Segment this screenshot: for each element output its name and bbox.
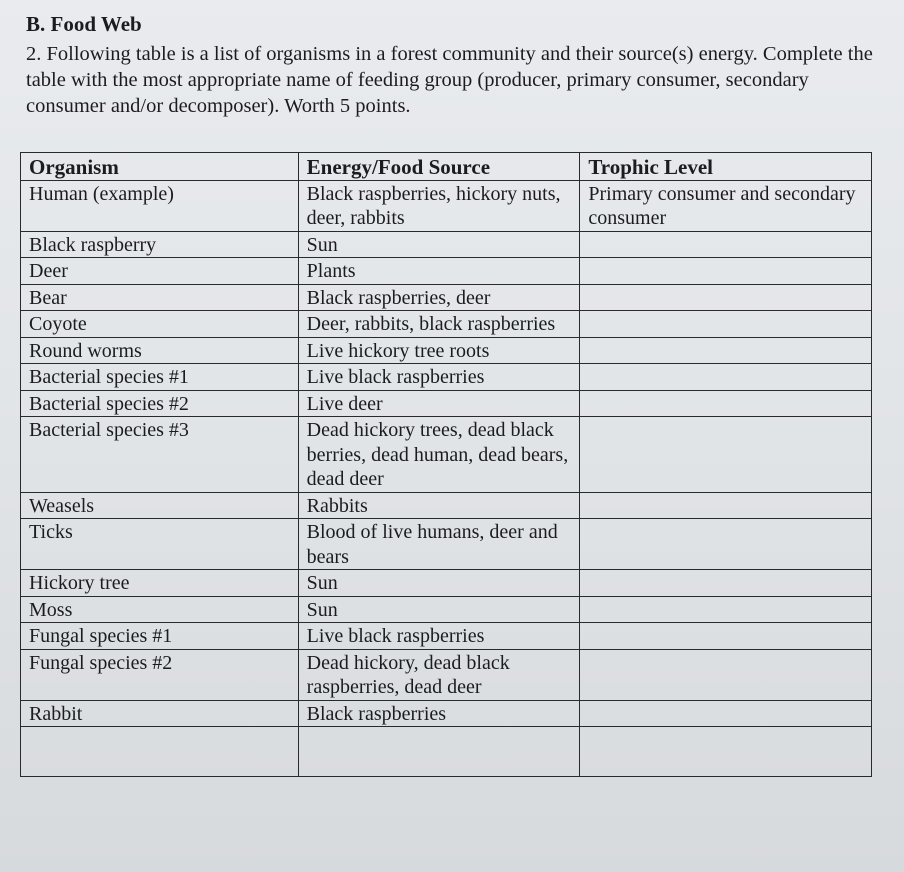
empty-cell [21,727,299,777]
table-row [21,623,872,650]
food-source-cell: Live deer [298,390,580,417]
trophic-level-cell[interactable] [580,623,872,650]
trophic-level-cell[interactable] [580,596,872,623]
trophic-level-cell[interactable] [580,284,872,311]
empty-cell[interactable] [580,727,872,777]
organism-cell: Bacterial species #3 [21,417,299,493]
food-source-cell: Sun [298,231,580,258]
trophic-level-cell[interactable] [580,649,872,700]
table-row [21,649,872,700]
organism-cell: Fungal species #2 [21,649,299,700]
food-source-cell: Dead hickory, dead black raspberries, dead deer [298,649,580,700]
food-source-cell: Live black raspberries [298,623,580,650]
trophic-level-cell[interactable] [580,519,872,570]
food-source-cell: Live hickory tree roots [298,337,580,364]
food-source-cell: Black raspberries [298,700,580,727]
food-source-cell: Plants [298,258,580,285]
table-row [21,519,872,570]
food-source-cell: Deer, rabbits, black raspberries [298,311,580,338]
table-row [21,492,872,519]
organism-cell: Deer [21,258,299,285]
trophic-level-cell[interactable] [580,570,872,597]
table-header-row [21,153,872,181]
organism-cell: Round worms [21,337,299,364]
organism-cell: Moss [21,596,299,623]
organism-cell: Coyote [21,311,299,338]
organism-cell: Hickory tree [21,570,299,597]
table-row-empty [21,727,872,777]
organism-cell: Weasels [21,492,299,519]
table-row [21,570,872,597]
trophic-level-cell[interactable] [580,337,872,364]
food-web-table [20,152,872,777]
trophic-level-cell[interactable] [580,492,872,519]
table-row [21,596,872,623]
organism-cell: Bacterial species #1 [21,364,299,391]
trophic-level-cell[interactable] [580,311,872,338]
food-source-cell: Rabbits [298,492,580,519]
instructions-text: 2. Following table is a list of organisms in a forest community and their source(s) energy. Complete the table with the most appropriate name of feeding group (producer, primary consumer, secondary consumer and/or decomposer). Worth 5 points. [26,43,873,117]
table-row [21,700,872,727]
food-source-cell: Sun [298,596,580,623]
trophic-level-cell[interactable] [580,700,872,727]
trophic-level-cell[interactable] [580,364,872,391]
table-row [21,417,872,493]
food-source-cell: Live black raspberries [298,364,580,391]
food-source-cell: Black raspberries, deer [298,284,580,311]
trophic-level-cell[interactable]: Primary consumer and secondary consumer [580,180,872,231]
table-row [21,337,872,364]
table-row [21,364,872,391]
trophic-level-cell[interactable] [580,231,872,258]
table-row [21,311,872,338]
organism-cell: Bear [21,284,299,311]
organism-cell: Ticks [21,519,299,570]
food-source-cell: Blood of live humans, deer and bears [298,519,580,570]
table-body [21,180,872,777]
table-row [21,390,872,417]
empty-cell [298,727,580,777]
trophic-level-header: Trophic Level [580,153,872,181]
table-row [21,231,872,258]
food-source-cell: Sun [298,570,580,597]
organism-cell: Fungal species #1 [21,623,299,650]
table-row [21,180,872,231]
trophic-level-cell[interactable] [580,417,872,493]
food-source-header: Energy/Food Source [298,153,580,181]
organism-cell: Bacterial species #2 [21,390,299,417]
table-row [21,258,872,285]
organism-header: Organism [21,153,299,181]
table-row [21,284,872,311]
organism-cell: Rabbit [21,700,299,727]
worksheet-header [26,12,886,119]
trophic-level-cell[interactable] [580,390,872,417]
organism-cell: Human (example) [21,180,299,231]
section-title: B. Food Web [26,12,142,36]
food-source-cell: Black raspberries, hickory nuts, deer, rabbits [298,180,580,231]
organism-cell: Black raspberry [21,231,299,258]
food-source-cell: Dead hickory trees, dead black berries, dead human, dead bears, dead deer [298,417,580,493]
trophic-level-cell[interactable] [580,258,872,285]
